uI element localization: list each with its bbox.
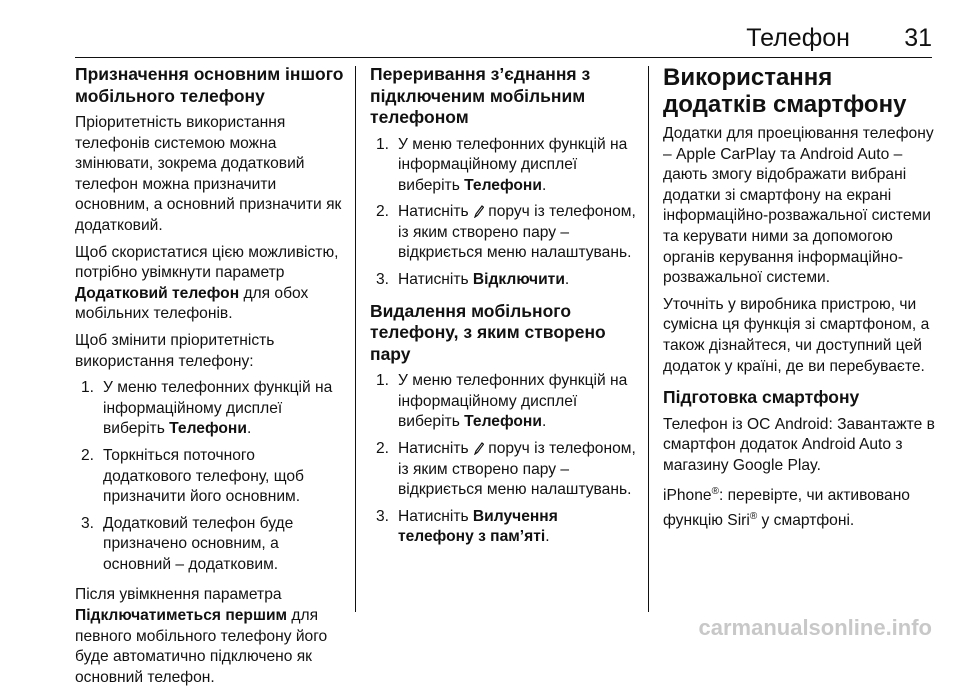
page-header	[0, 0, 960, 52]
text: .	[246, 420, 252, 438]
column-1	[75, 64, 347, 694]
step-number: 1.	[376, 372, 390, 390]
list-item	[370, 371, 636, 433]
paragraph: Додатки для проеціювання телефону – Apple CarPlay та Android Auto – дають змогу відображати вибрані додатки зі смартфону на екрані інформаційно-розважальної системи та керувати ними за допомогою органів керування інформаційно-розважальної системи.	[663, 125, 934, 287]
paragraph: Щоб змінити пріоритетність використання телефону:	[75, 331, 275, 370]
menu-name: Телефони	[464, 176, 542, 194]
text: Після увімкнення параметра	[75, 586, 282, 604]
text: Додатковий телефон буде призначено основним, а основний – додатковим.	[103, 514, 294, 573]
watermark: carmanualsonline.info	[698, 615, 932, 640]
registered-mark: ®	[749, 511, 758, 523]
text: Натисніть	[398, 203, 473, 221]
text: Торкніться поточного додаткового телефону, щоб призначити його основним.	[103, 446, 304, 506]
text: для обох мобільних телефонів.	[75, 284, 309, 323]
step-number: 3.	[81, 514, 95, 532]
list-item	[370, 507, 636, 548]
steps-list	[75, 378, 347, 575]
text: .	[564, 271, 570, 289]
header-divider	[75, 57, 932, 58]
paragraph: Телефон із ОС Android: Завантажте в смартфон додаток Android Auto з магазину Google Play.	[663, 415, 935, 474]
text: поруч із телефоном, із яким створено пару – відкриється меню налаштувань.	[398, 439, 636, 499]
text: у смартфоні.	[757, 512, 855, 530]
text: Натисніть	[398, 439, 473, 457]
list-item	[75, 514, 347, 576]
pencil-icon	[473, 205, 484, 218]
setting-name: Підключатиметься першим	[75, 607, 288, 625]
steps-list	[370, 135, 636, 291]
list-item	[75, 378, 347, 440]
header-title: Телефон	[746, 24, 850, 52]
section-heading-prepare-smartphone: Підготовка смартфону	[663, 387, 860, 408]
list-item	[370, 270, 636, 291]
step-number: 1.	[376, 135, 390, 153]
paragraph: Пріоритетність використання телефонів системою можна змінювати, зокрема додатковий телефон можна призначити основним, а основний призначити як додатковий.	[75, 114, 342, 234]
menu-name: Телефони	[169, 420, 247, 438]
section-title-smartphone-apps: Використання додатків смартфону	[663, 64, 907, 118]
step-number: 2.	[376, 439, 390, 457]
text: У меню телефонних функцій на інформаційному дисплеї виберіть	[398, 372, 628, 431]
steps-list	[370, 371, 636, 548]
text: Щоб скористатися цією можливістю, потрібно увімкнути параметр	[75, 243, 339, 282]
list-item	[370, 202, 636, 264]
text: Натисніть	[398, 507, 473, 525]
text: поруч із телефоном, із яким створено пару – відкриється меню налаштувань.	[398, 203, 636, 262]
column-3	[663, 64, 937, 538]
menu-name: Вилучення телефону з пам’яті	[398, 507, 558, 546]
registered-mark: ®	[711, 486, 719, 498]
column-divider-2	[648, 66, 649, 612]
text: .	[541, 176, 547, 194]
paragraph	[75, 243, 347, 325]
paragraph	[663, 482, 937, 532]
text: У меню телефонних функцій на інформаційному дисплеї виберіть	[103, 379, 333, 438]
text: .	[541, 413, 547, 431]
page-number: 31	[904, 24, 932, 52]
section-heading-assign-primary: Призначення основним іншого мобільного телефону	[75, 64, 344, 106]
section-heading-disconnect: Переривання з’єднання з підключеним мобільним телефоном	[370, 64, 591, 127]
pencil-icon	[473, 442, 484, 455]
column-2	[370, 64, 636, 558]
paragraph: Уточніть у виробника пристрою, чи сумісна ця функція зі смартфоном, а також дізнайтеся, чи доступний цей додаток у країні, де ви перебуваєте.	[663, 295, 930, 375]
text: Натисніть	[398, 271, 473, 289]
list-item	[75, 446, 347, 508]
column-divider-1	[355, 66, 356, 612]
step-number: 3.	[376, 507, 390, 525]
step-number: 2.	[81, 446, 95, 464]
list-item	[370, 439, 636, 501]
text: У меню телефонних функцій на інформаційному дисплеї виберіть	[398, 135, 628, 194]
menu-name: Телефони	[464, 413, 542, 431]
text: : перевірте, чи активовано функцію Siri	[663, 487, 910, 530]
setting-name: Додатковий телефон	[75, 284, 240, 302]
list-item	[370, 135, 636, 197]
step-number: 2.	[376, 203, 390, 221]
section-heading-delete-phone: Видалення мобільного телефону, з яким створено пару	[370, 300, 606, 364]
paragraph	[75, 585, 347, 688]
step-number: 3.	[376, 271, 390, 289]
text: .	[545, 528, 550, 546]
menu-name: Відключити	[472, 271, 565, 289]
text: для певного мобільного телефону його буде автоматично підключено як основний телефон.	[75, 607, 328, 686]
step-number: 1.	[81, 379, 95, 397]
text: iPhone	[663, 487, 712, 505]
